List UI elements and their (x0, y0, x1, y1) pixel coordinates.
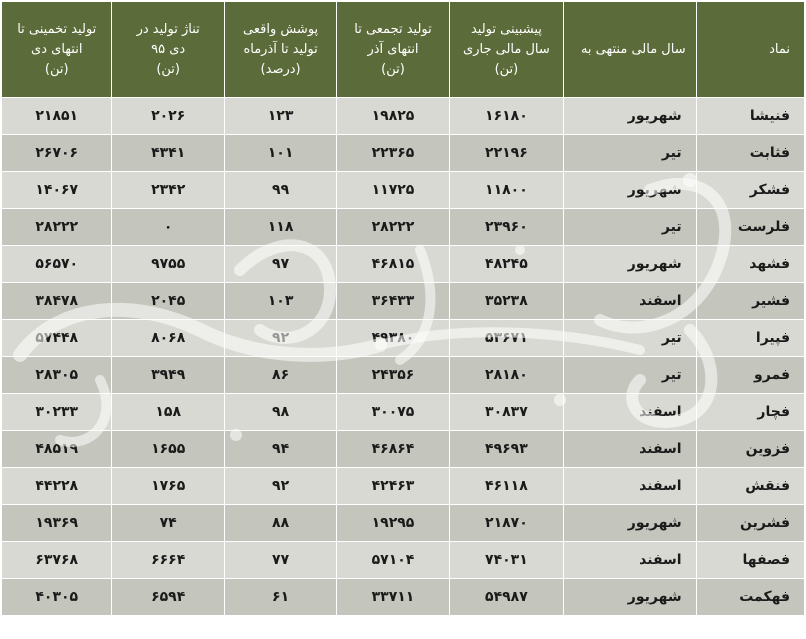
header-symbol (696, 2, 804, 98)
header-line: پوشش واقعی (243, 21, 319, 37)
cell-cumulative: ۲۴۳۵۶ (337, 357, 449, 394)
table-row (2, 468, 805, 505)
cell-symbol: فثابت (696, 135, 804, 172)
cell-symbol: فنقش (696, 468, 804, 505)
header-fiscal-year (564, 2, 696, 98)
cell-dey-tonnage: ۱۵۸ (112, 394, 224, 431)
table-row (2, 505, 805, 542)
cell-coverage: ۶۱ (224, 579, 336, 616)
cell-cumulative: ۵۷۱۰۴ (337, 542, 449, 579)
table-row (2, 209, 805, 246)
cell-dey-tonnage: ۰ (112, 209, 224, 246)
cell-fiscal-year: تیر (564, 135, 696, 172)
cell-dey-tonnage: ۲۳۴۲ (112, 172, 224, 209)
cell-cumulative: ۲۲۳۶۵ (337, 135, 449, 172)
cell-dey-tonnage: ۴۳۴۱ (112, 135, 224, 172)
cell-coverage: ۱۱۸ (224, 209, 336, 246)
cell-dey-tonnage: ۸۰۶۸ (112, 320, 224, 357)
cell-symbol: فچار (696, 394, 804, 431)
cell-cumulative: ۴۲۴۶۳ (337, 468, 449, 505)
header-line: انتهای آذر (367, 41, 419, 57)
cell-symbol: فشرین (696, 505, 804, 542)
header-line: تناژ تولید در (136, 21, 200, 37)
header-dey-tonnage (112, 2, 224, 98)
cell-dey-tonnage: ۷۴ (112, 505, 224, 542)
cell-forecast: ۱۱۸۰۰ (449, 172, 563, 209)
cell-fiscal-year: شهریور (564, 579, 696, 616)
cell-coverage: ۹۸ (224, 394, 336, 431)
cell-fiscal-year: اسفند (564, 431, 696, 468)
cell-estimated: ۵۷۴۴۸ (2, 320, 112, 357)
cell-symbol: فهکمت (696, 579, 804, 616)
cell-estimated: ۳۸۴۷۸ (2, 283, 112, 320)
cell-dey-tonnage: ۶۵۹۴ (112, 579, 224, 616)
cell-forecast: ۴۸۲۴۵ (449, 246, 563, 283)
cell-forecast: ۲۳۹۶۰ (449, 209, 563, 246)
cell-cumulative: ۴۶۸۱۵ (337, 246, 449, 283)
cell-cumulative: ۳۶۴۳۳ (337, 283, 449, 320)
cell-forecast: ۳۰۸۳۷ (449, 394, 563, 431)
cell-estimated: ۲۸۲۲۲ (2, 209, 112, 246)
header-line: سال مالی جاری (463, 41, 550, 57)
cell-coverage: ۷۷ (224, 542, 336, 579)
table-row (2, 394, 805, 431)
cell-coverage: ۹۲ (224, 320, 336, 357)
cell-fiscal-year: تیر (564, 320, 696, 357)
table-row (2, 542, 805, 579)
header-line: دی ۹۵ (151, 41, 186, 57)
cell-symbol: فصفها (696, 542, 804, 579)
table-row (2, 283, 805, 320)
cell-dey-tonnage: ۳۹۴۹ (112, 357, 224, 394)
cell-cumulative: ۱۱۷۲۵ (337, 172, 449, 209)
cell-cumulative: ۱۹۲۹۵ (337, 505, 449, 542)
cell-forecast: ۵۴۹۸۷ (449, 579, 563, 616)
cell-estimated: ۳۰۲۳۳ (2, 394, 112, 431)
cell-fiscal-year: شهریور (564, 246, 696, 283)
cell-dey-tonnage: ۲۰۴۵ (112, 283, 224, 320)
header-line: تولید تجمعی تا (354, 21, 432, 37)
cell-coverage: ۱۲۳ (224, 98, 336, 135)
cell-fiscal-year: اسفند (564, 468, 696, 505)
cell-estimated: ۲۸۳۰۵ (2, 357, 112, 394)
table-row (2, 357, 805, 394)
cell-symbol: فزوین (696, 431, 804, 468)
table-row (2, 579, 805, 616)
cell-symbol: فشیر (696, 283, 804, 320)
cell-estimated: ۲۱۸۵۱ (2, 98, 112, 135)
cell-forecast: ۳۵۲۳۸ (449, 283, 563, 320)
cell-fiscal-year: تیر (564, 209, 696, 246)
cell-fiscal-year: شهریور (564, 98, 696, 135)
cell-cumulative: ۴۹۳۸۰ (337, 320, 449, 357)
cell-coverage: ۱۰۳ (224, 283, 336, 320)
header-line: (تن) (156, 61, 181, 77)
cell-symbol: فپیرا (696, 320, 804, 357)
table-row (2, 135, 805, 172)
cell-forecast: ۱۶۱۸۰ (449, 98, 563, 135)
cell-dey-tonnage: ۶۶۶۴ (112, 542, 224, 579)
cell-forecast: ۴۹۶۹۳ (449, 431, 563, 468)
cell-symbol: فلرست (696, 209, 804, 246)
table-row (2, 98, 805, 135)
header-estimated (2, 2, 112, 98)
header-line: پیشبینی تولید (470, 21, 542, 37)
table-row (2, 246, 805, 283)
cell-fiscal-year: تیر (564, 357, 696, 394)
cell-coverage: ۹۹ (224, 172, 336, 209)
cell-forecast: ۲۲۱۹۶ (449, 135, 563, 172)
cell-estimated: ۴۴۲۲۸ (2, 468, 112, 505)
cell-coverage: ۸۶ (224, 357, 336, 394)
cell-cumulative: ۳۳۷۱۱ (337, 579, 449, 616)
cell-forecast: ۲۱۸۷۰ (449, 505, 563, 542)
cell-dey-tonnage: ۱۷۶۵ (112, 468, 224, 505)
header-cumulative (337, 2, 449, 98)
header-line: تولید تا آذرماه (243, 41, 318, 57)
header-line: تولید تخمینی تا (17, 21, 97, 37)
header-line: (تن) (44, 61, 69, 77)
cell-estimated: ۴۰۳۰۵ (2, 579, 112, 616)
cell-coverage: ۹۲ (224, 468, 336, 505)
header-line: نماد (769, 41, 790, 57)
cell-fiscal-year: شهریور (564, 172, 696, 209)
cell-estimated: ۵۶۵۷۰ (2, 246, 112, 283)
cell-forecast: ۵۳۶۷۱ (449, 320, 563, 357)
cell-estimated: ۶۳۷۶۸ (2, 542, 112, 579)
cell-symbol: فشهد (696, 246, 804, 283)
header-coverage (224, 2, 336, 98)
header-line: (تن) (381, 61, 405, 77)
cell-fiscal-year: اسفند (564, 394, 696, 431)
table-row (2, 431, 805, 468)
cell-cumulative: ۴۶۸۶۴ (337, 431, 449, 468)
cell-symbol: فشکر (696, 172, 804, 209)
cell-estimated: ۲۶۷۰۶ (2, 135, 112, 172)
cell-dey-tonnage: ۲۰۲۶ (112, 98, 224, 135)
cell-symbol: فنیشا (696, 98, 804, 135)
cell-estimated: ۱۹۳۶۹ (2, 505, 112, 542)
header-line: (تن) (494, 61, 519, 77)
header-line: سال مالی منتهی به (580, 41, 686, 57)
cell-forecast: ۷۴۰۳۱ (449, 542, 563, 579)
cell-coverage: ۱۰۱ (224, 135, 336, 172)
cell-estimated: ۱۴۰۶۷ (2, 172, 112, 209)
table-row (2, 320, 805, 357)
cell-fiscal-year: اسفند (564, 542, 696, 579)
cell-forecast: ۲۸۱۸۰ (449, 357, 563, 394)
cell-dey-tonnage: ۹۷۵۵ (112, 246, 224, 283)
table-header-row (2, 2, 805, 98)
table-row (2, 172, 805, 209)
cell-cumulative: ۳۰۰۷۵ (337, 394, 449, 431)
cell-fiscal-year: شهریور (564, 505, 696, 542)
header-forecast (449, 2, 563, 98)
cell-coverage: ۹۴ (224, 431, 336, 468)
production-table (1, 1, 805, 616)
cell-fiscal-year: اسفند (564, 283, 696, 320)
header-line: (درصد) (260, 61, 301, 77)
cell-coverage: ۹۷ (224, 246, 336, 283)
cell-cumulative: ۲۸۲۲۲ (337, 209, 449, 246)
cell-cumulative: ۱۹۸۲۵ (337, 98, 449, 135)
cell-symbol: فمرو (696, 357, 804, 394)
cell-dey-tonnage: ۱۶۵۵ (112, 431, 224, 468)
table-body (2, 98, 805, 616)
header-line: انتهای دی (31, 41, 83, 57)
cell-forecast: ۴۶۱۱۸ (449, 468, 563, 505)
cell-estimated: ۴۸۵۱۹ (2, 431, 112, 468)
cell-coverage: ۸۸ (224, 505, 336, 542)
